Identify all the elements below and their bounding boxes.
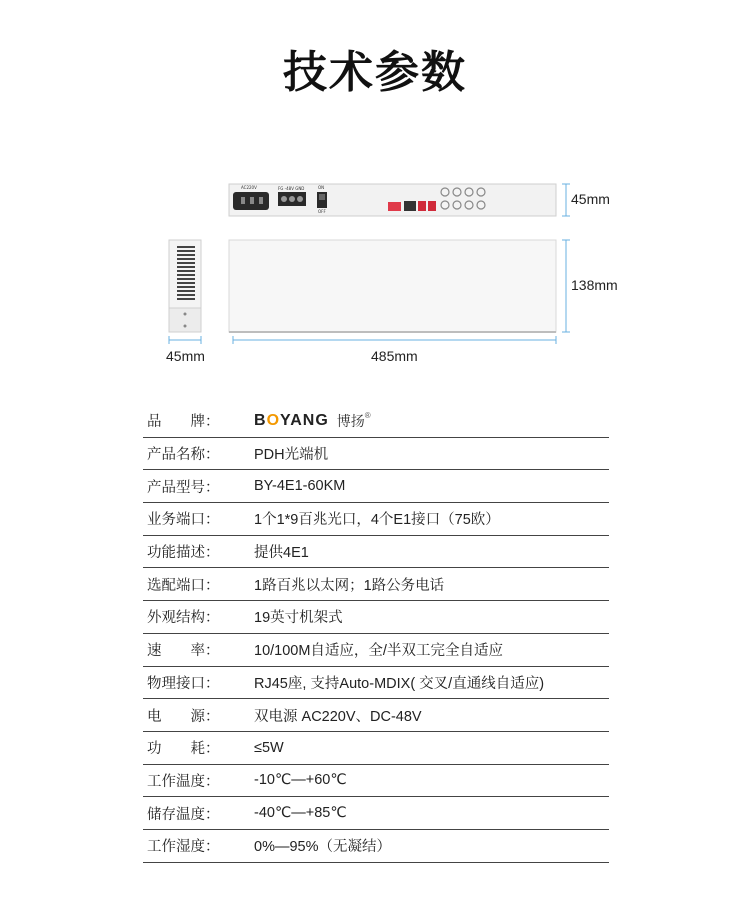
ac-label: AC220V (241, 185, 257, 190)
spec-row (143, 667, 609, 700)
spec-label: 产品型号： (147, 479, 220, 496)
spec-table (143, 405, 609, 863)
spec-label: 工作温度： (147, 773, 220, 790)
spec-row-brand (143, 405, 609, 438)
on-label: ON (318, 185, 325, 190)
spec-label: 功能描述： (147, 545, 220, 562)
dim-height-front: 45mm (571, 191, 610, 207)
spec-row (143, 470, 609, 503)
spec-value: PDH光端机 (254, 447, 329, 464)
spec-label: 物理接口： (147, 675, 220, 692)
spec-label: 选配端口： (147, 577, 220, 594)
spec-value: -40℃—+85℃ (254, 805, 347, 822)
dim-depth: 45mm (166, 348, 205, 364)
spec-row (143, 765, 609, 798)
spec-row (143, 568, 609, 601)
spec-row (143, 601, 609, 634)
spec-label: 功 耗： (147, 741, 220, 758)
spec-row (143, 634, 609, 667)
spec-value: 双电源 AC220V、DC-48V (254, 708, 422, 725)
fiber-port-1 (418, 201, 426, 211)
spec-value: 19英寸机架式 (254, 610, 343, 627)
spec-value: 1路百兆以太网；1路公务电话 (254, 577, 445, 594)
spec-value: RJ45座, 支持Auto-MDIX( 交叉/直通线自适应) (254, 675, 545, 692)
spec-value: BY-4E1-60KM (254, 478, 346, 495)
spec-label: 储存温度： (147, 806, 220, 823)
dc-label: FG -48V GND (278, 186, 305, 191)
spec-row (143, 699, 609, 732)
spec-label: 工作湿度： (147, 839, 220, 856)
spec-label: 品 牌： (147, 414, 220, 431)
spec-value: 1个1*9百兆光口，4个E1接口（75欧） (254, 512, 500, 529)
spec-row (143, 438, 609, 471)
spec-value: ≤5W (254, 739, 284, 756)
brand-logo: BOYANG (254, 411, 329, 429)
spec-value: 10/100M自适应，全/半双工完全自适应 (254, 643, 503, 660)
fiber-port-2 (428, 201, 436, 211)
spec-row (143, 732, 609, 765)
spec-label: 外观结构： (147, 610, 220, 627)
side-view (169, 240, 201, 332)
phone-port (388, 202, 401, 211)
spec-value: 提供4E1 (254, 545, 309, 562)
spec-label: 产品名称： (147, 447, 220, 464)
spec-row (143, 830, 609, 863)
off-label: OFF (318, 209, 326, 214)
spec-label: 业务端口： (147, 512, 220, 529)
spec-value: -10℃—+60℃ (254, 772, 347, 789)
spec-label: 电 源： (147, 708, 220, 725)
rj45-port (404, 201, 416, 211)
brand-cn-name: 博扬® (336, 410, 371, 429)
device-figure (0, 170, 750, 380)
spec-row (143, 797, 609, 830)
spec-row (143, 536, 609, 569)
dim-height-body: 138mm (571, 277, 618, 293)
brand-value (254, 411, 371, 431)
spec-value: 0%—95%（无凝结） (254, 839, 391, 856)
page-title: 技术参数 (283, 47, 467, 98)
dim-width: 485mm (371, 348, 418, 364)
spec-label: 速 率： (147, 643, 220, 660)
spec-row (143, 503, 609, 536)
device-body (229, 240, 556, 332)
